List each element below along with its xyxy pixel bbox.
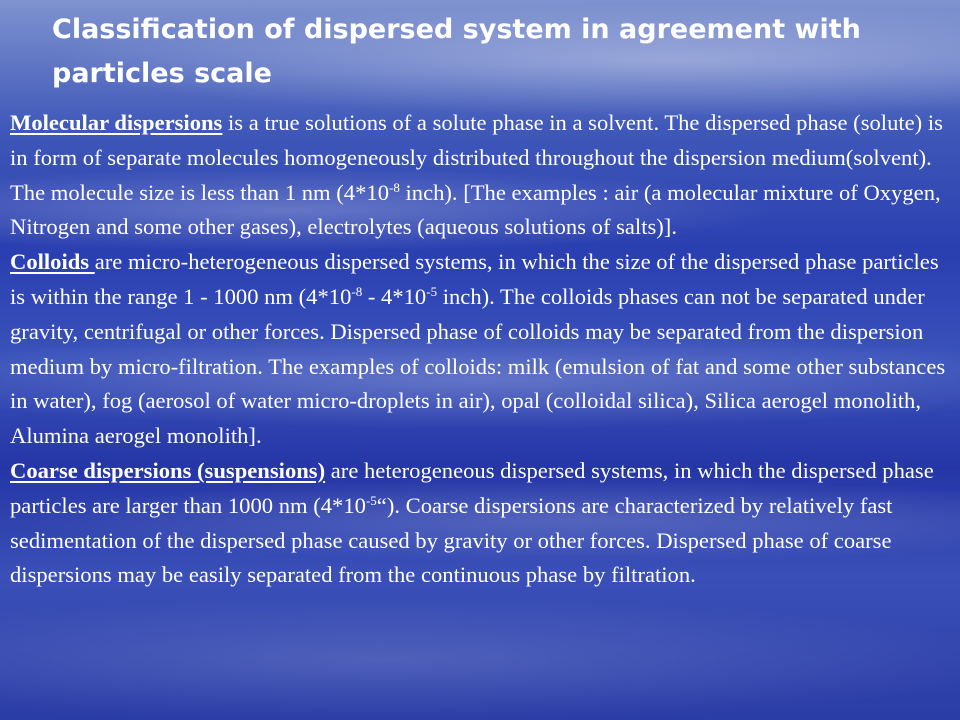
coarse-text-1: are heterogeneous dispersed systems, in which the dispersed phase particles are larger than 1000 nm (4*10 [10, 457, 934, 518]
colloids-text-1: are micro-heterogeneous dispersed systems, in which the size of the dispersed phase particles is within the range 1 - 1000 nm (4*10 [10, 249, 939, 309]
slide-title: Classification of dispersed system in agreement with particles scale [52, 14, 861, 89]
coarse-dispersions-term: Coarse dispersions (suspensions) [10, 457, 326, 483]
coarse-exponent-1: -5 [365, 492, 377, 508]
colloids-text-2: - 4*10 [362, 283, 427, 309]
colloids-paragraph [10, 245, 955, 454]
coarse-text-2: “). Coarse dispersions are characterized by relatively fast sedimentation of the dispersed phase caused by gravity or other forces. Dispersed phase of coarse dispersions may be easily separated from the continuous phase by filtration. [10, 492, 893, 588]
coarse-dispersions-paragraph [10, 454, 955, 593]
molecular-dispersions-paragraph [10, 106, 955, 245]
colloids-exponent-1: -8 [351, 283, 363, 299]
colloids-text-3: inch). The colloids phases can not be separated under gravity, centrifugal or other forces. Dispersed phase of colloids may be separated from the dispersion medium by micro-filtration. The examples of colloids: milk (emulsion of fat and some other substances in water), fog (aerosol of water micro-droplets in air), opal (colloidal silica), Silica aerogel monolith, Alumina aerogel monolith]. [10, 283, 946, 449]
molecular-exponent-1: -8 [389, 179, 400, 195]
molecular-dispersions-term: Molecular dispersions [10, 110, 223, 135]
molecular-text-2: inch). [The examples : air (a molecular mixture of Oxygen, Nitrogen and some other gases), electrolytes (aqueous solutions of salts)]. [10, 179, 941, 240]
colloids-term: Colloids [10, 249, 95, 275]
colloids-exponent-2: -5 [426, 283, 438, 299]
molecular-text-1: is a true solutions of a solute phase in a solvent. The dispersed phase (solute) is in form of separate molecules homogeneously distributed throughout the dispersion medium(solvent). The molecule size is less than 1 nm (4*10 [10, 110, 943, 205]
slide-body [10, 106, 955, 593]
